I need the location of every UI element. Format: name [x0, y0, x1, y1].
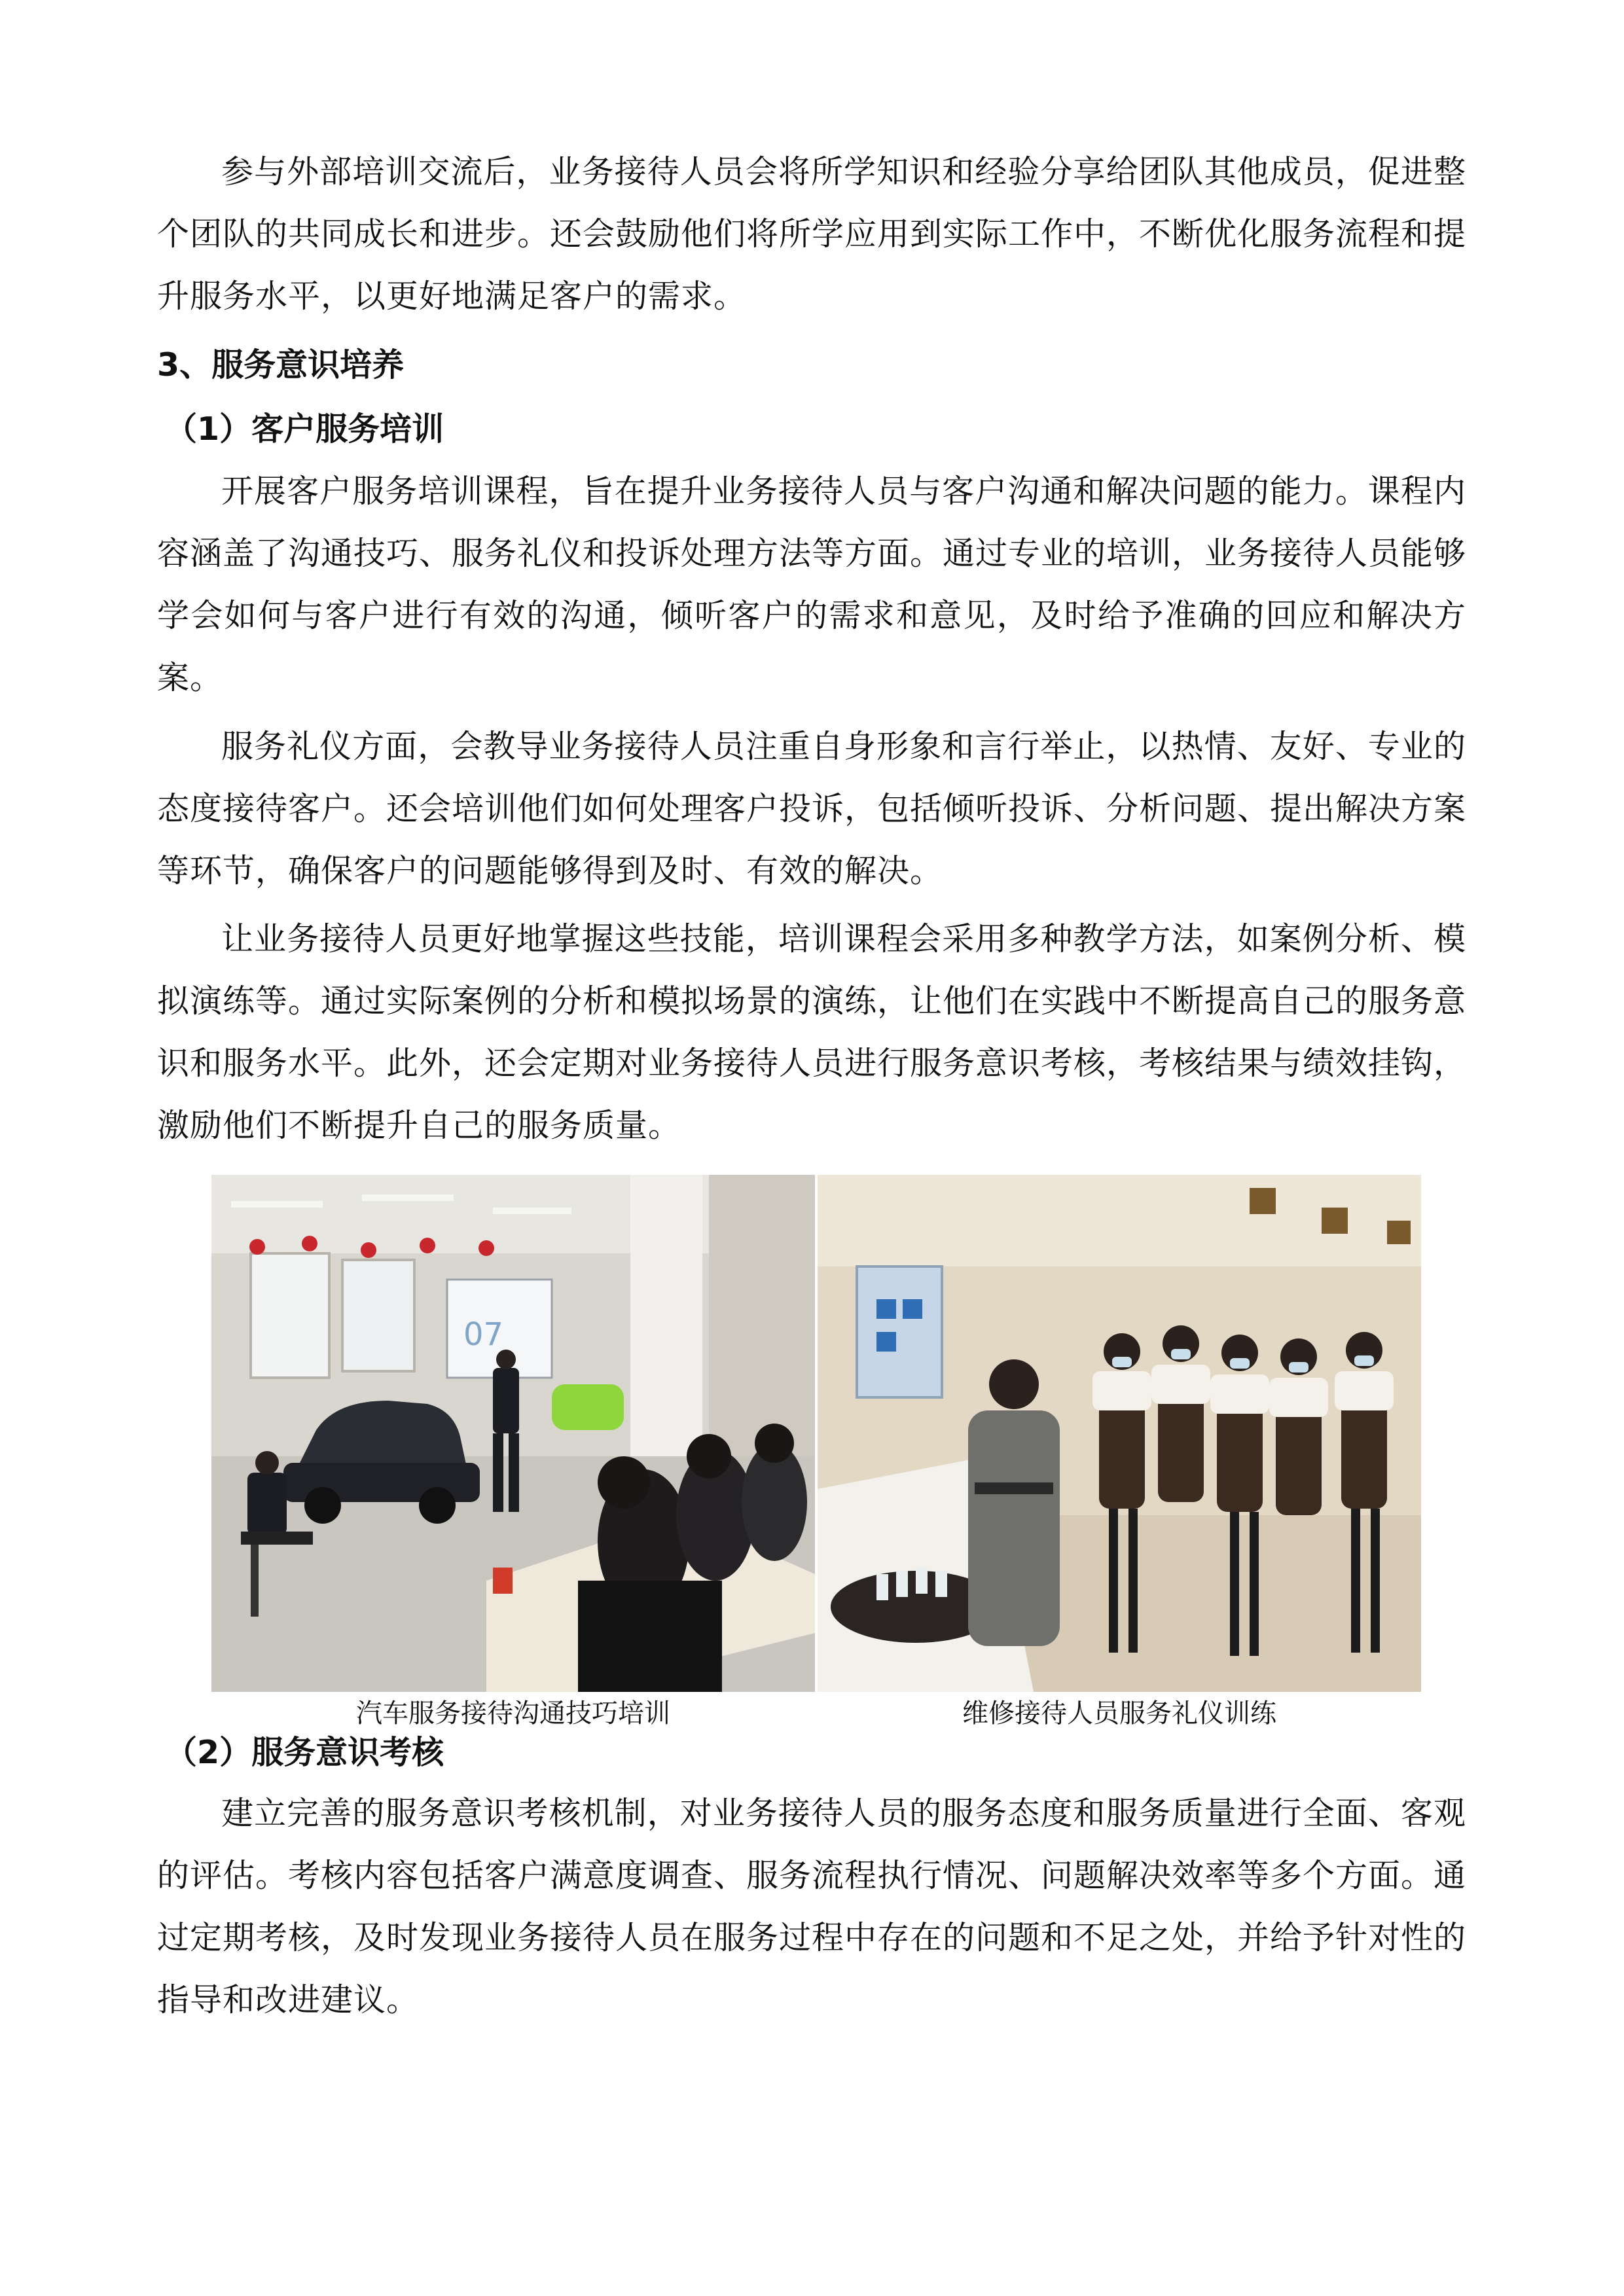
paragraph-customer-service-course: 开展客户服务培训课程，旨在提升业务接待人员与客户沟通和解决问题的能力。课程内容涵盖了沟通技巧、服务礼仪和投诉处理方法等方面。通过专业的培训，业务接待人员能够学会如何与客户进行有效的沟通，倾听客户的需求和意见，及时给予准确的回应和解决方案。 — [157, 473, 1467, 696]
caption-car-service-training: 汽车服务接待沟通技巧培训 — [356, 1698, 670, 1729]
photo-car-service-training-illustration — [211, 1175, 815, 1692]
screen-text: 07 — [463, 1316, 504, 1353]
subheading-service-awareness-assessment: （2）服务意识考核 — [165, 1734, 444, 1771]
paragraph-teaching-methods: 让业务接待人员更好地掌握这些技能，培训课程会采用多种教学方法，如案例分析、模拟演练等。通过实际案例的分析和模拟场景的演练，让他们在实践中不断提高自己的服务意识和服务水平。此外，还会定期对业务接待人员进行服务意识考核，考核结果与绩效挂钩，激励他们不断提升自己的服务质量。 — [157, 920, 1467, 1144]
paragraph-service-etiquette: 服务礼仪方面，会教导业务接待人员注重自身形象和言行举止，以热情、友好、专业的态度接待客户。还会培训他们如何处理客户投诉，包括倾听投诉、分析问题、提出解决方案等环节，确保客户的问题能够得到及时、有效的解决。 — [157, 728, 1467, 889]
paragraph-assessment-mechanism: 建立完善的服务意识考核机制，对业务接待人员的服务态度和服务质量进行全面、客观的评估。考核内容包括客户满意度调查、服务流程执行情况、问题解决效率等多个方面。通过定期考核，及时发现业务接待人员在服务过程中存在的问题和不足之处，并给予针对性的指导和改进建议。 — [157, 1795, 1467, 2018]
photo-service-etiquette-training — [818, 1175, 1421, 1692]
section-heading-service-awareness: 3、服务意识培养 — [157, 346, 405, 384]
subheading-customer-service-training: （1）客户服务培训 — [165, 410, 444, 448]
paragraph-training-sharing: 参与外部培训交流后，业务接待人员会将所学知识和经验分享给团队其他成员，促进整个团队的共同成长和进步。还会鼓励他们将所学应用到实际工作中，不断优化服务流程和提升服务水平，以更好地满足客户的需求。 — [157, 153, 1467, 315]
photo-service-etiquette-training-illustration — [818, 1175, 1421, 1692]
photo-car-service-training — [211, 1175, 815, 1692]
caption-service-etiquette-training: 维修接待人员服务礼仪训练 — [962, 1698, 1276, 1729]
